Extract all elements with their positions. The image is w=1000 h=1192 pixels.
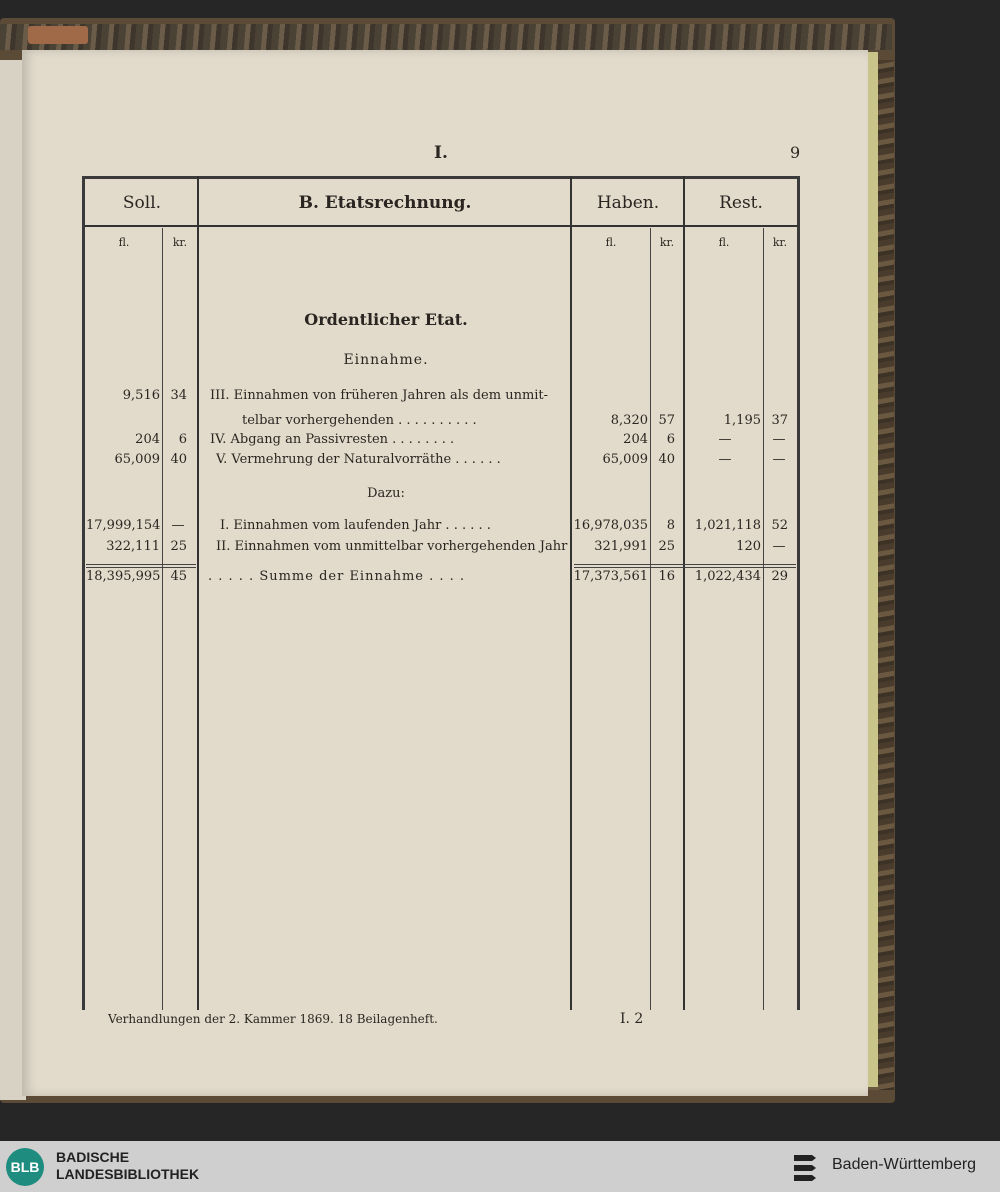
- haben-kr: 6: [666, 432, 675, 447]
- sum-label: . . . . . Summe der Einnahme . . . .: [208, 569, 466, 584]
- footer-citation: Verhandlungen der 2. Kammer 1869. 18 Beilagenheft.: [108, 1012, 438, 1026]
- haben-fl: 321,991: [594, 539, 648, 554]
- sum-rule: [574, 567, 796, 568]
- lions-crest-icon[interactable]: [790, 1149, 820, 1185]
- state-name[interactable]: Baden-Württemberg: [832, 1156, 977, 1173]
- rest-fl: 120: [736, 539, 761, 554]
- soll-kr: 6: [178, 432, 187, 447]
- book-tab: [28, 26, 88, 44]
- rest-fl-total: 1,022,434: [694, 569, 761, 584]
- soll-fl: 204: [135, 432, 160, 447]
- subcol-kr: kr.: [772, 236, 788, 249]
- row-text: V. Vermehrung der Naturalvorräthe . . . . . .: [216, 452, 501, 467]
- haben-kr: 40: [658, 452, 675, 467]
- col-header-soll: Soll.: [122, 193, 162, 213]
- library-name[interactable]: [56, 1149, 199, 1183]
- section-subheading: Einnahme.: [343, 352, 429, 368]
- rest-kr: —: [772, 539, 786, 554]
- col-divider: [570, 176, 572, 1010]
- soll-kr: —: [171, 518, 185, 533]
- soll-fl: 322,111: [106, 539, 160, 554]
- soll-fl: 65,009: [114, 452, 160, 467]
- section-number: I.: [434, 143, 448, 163]
- rest-fl: —: [718, 452, 732, 467]
- haben-fl: 204: [623, 432, 648, 447]
- soll-kr: 25: [170, 539, 187, 554]
- library-name-line1: BADISCHE: [56, 1149, 130, 1165]
- col-header-title: B. Etatsrechnung.: [298, 193, 472, 213]
- sum-rule: [86, 564, 196, 565]
- row-text: I. Einnahmen vom laufenden Jahr . . . . . .: [220, 518, 491, 533]
- haben-kr: 8: [666, 518, 675, 533]
- haben-kr: 25: [658, 539, 675, 554]
- rest-fl: 1,195: [723, 413, 761, 428]
- haben-kr: 57: [658, 413, 675, 428]
- col-divider: [162, 228, 163, 1010]
- header-rule: [84, 225, 798, 227]
- haben-fl: 8,320: [610, 413, 648, 428]
- haben-kr-total: 16: [658, 569, 675, 584]
- rest-kr: —: [772, 432, 786, 447]
- col-header-haben: Haben.: [596, 193, 660, 213]
- rest-kr: 37: [771, 413, 788, 428]
- subcol-kr: kr.: [172, 236, 188, 249]
- row-text: II. Einnahmen vom unmittelbar vorhergehenden Jahr: [216, 539, 568, 554]
- table-frame: [82, 176, 800, 1010]
- subcol-fl: fl.: [605, 236, 617, 249]
- sum-rule: [86, 567, 196, 568]
- rest-kr-total: 29: [771, 569, 788, 584]
- soll-fl: 17,999,154: [86, 518, 161, 533]
- soll-fl: 9,516: [122, 388, 160, 403]
- page-number: 9: [790, 143, 801, 162]
- haben-fl: 65,009: [602, 452, 648, 467]
- col-divider: [197, 176, 199, 1010]
- rest-fl: —: [718, 432, 732, 447]
- library-name-line2: LANDESBIBLIOTHEK: [56, 1166, 200, 1182]
- col-divider: [763, 228, 764, 1010]
- soll-kr: 40: [170, 452, 187, 467]
- blb-logo-icon[interactable]: BLB: [6, 1148, 44, 1186]
- col-divider: [683, 176, 685, 1010]
- library-banner: [0, 1141, 1000, 1192]
- haben-fl-total: 17,373,561: [573, 569, 648, 584]
- sum-rule: [574, 564, 796, 565]
- subcol-kr: kr.: [659, 236, 675, 249]
- col-header-rest: Rest.: [719, 193, 763, 213]
- row-text: telbar vorhergehenden . . . . . . . . . .: [242, 413, 477, 428]
- soll-kr-total: 45: [170, 569, 187, 584]
- subcol-fl: fl.: [718, 236, 730, 249]
- col-divider: [650, 228, 651, 1010]
- row-text: IV. Abgang an Passivresten . . . . . . . .: [210, 432, 455, 447]
- subcol-fl: fl.: [118, 236, 130, 249]
- section-heading: Ordentlicher Etat.: [304, 310, 468, 329]
- book-top-edge: [0, 24, 892, 50]
- soll-fl-total: 18,395,995: [86, 569, 161, 584]
- rest-kr: 52: [771, 518, 788, 533]
- soll-kr: 34: [170, 388, 187, 403]
- dazu-label: Dazu:: [367, 486, 405, 501]
- row-text: III. Einnahmen von früheren Jahren als dem unmit-: [210, 388, 549, 403]
- haben-fl: 16,978,035: [573, 518, 648, 533]
- rest-fl: 1,021,118: [694, 518, 761, 533]
- rest-kr: —: [772, 452, 786, 467]
- footer-signature: I. 2: [620, 1011, 644, 1027]
